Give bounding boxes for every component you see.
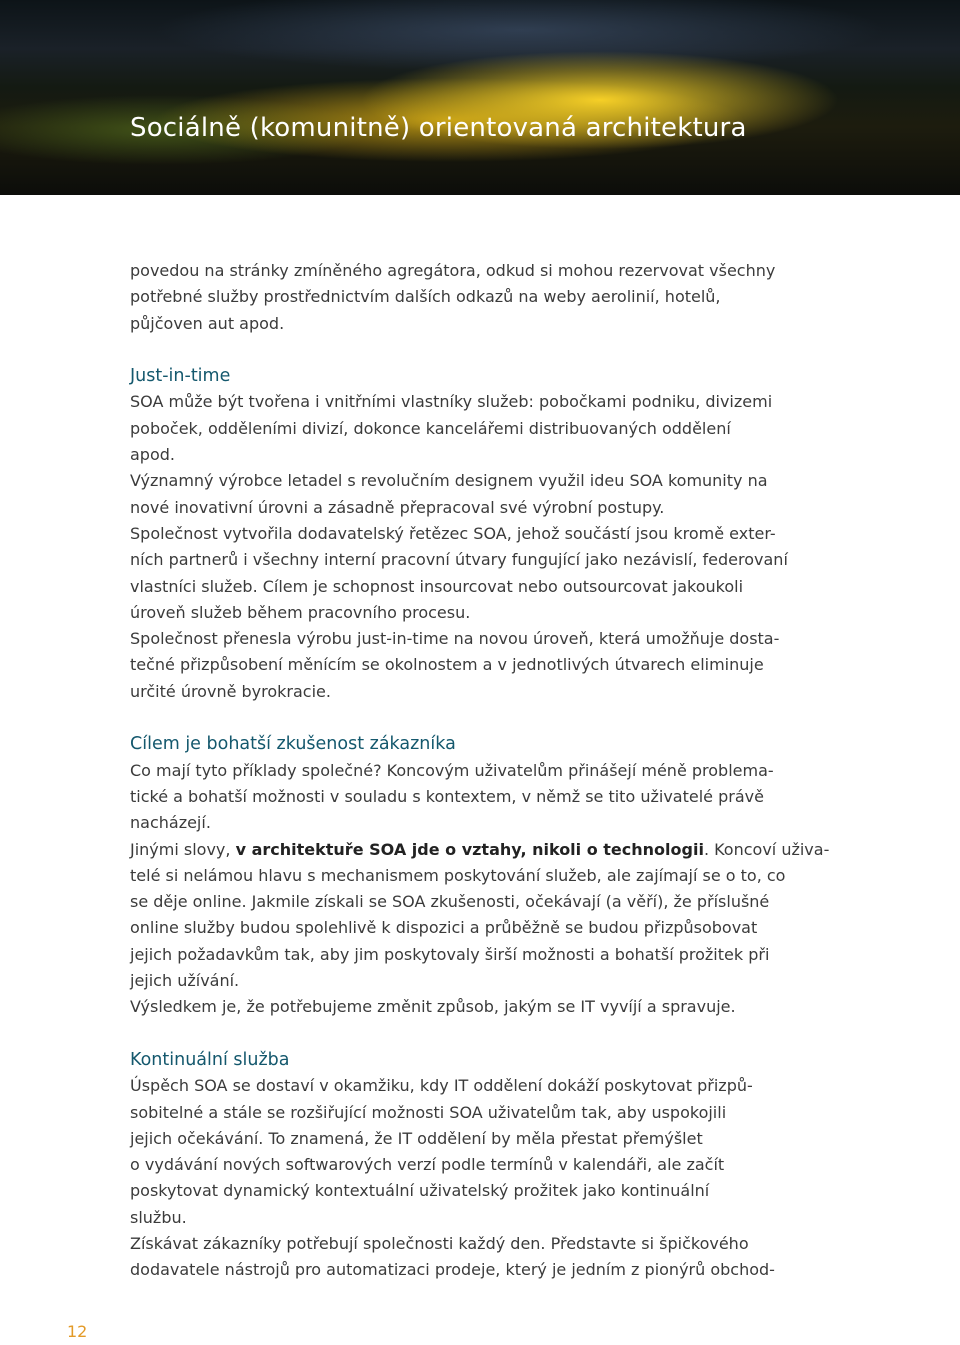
page-title: Sociálně (komunitně) orientovaná architektura [130, 113, 747, 143]
text-line: službu. [130, 1207, 187, 1227]
section-customer-experience [130, 731, 840, 1020]
text-line: ních partnerů i všechny interní pracovní útvary fungující jako nezávislí, federovaní [130, 550, 788, 570]
text-line: potřebné služby prostřednictvím dalších odkazů na weby aerolinií, hotelů, [130, 287, 721, 307]
text-line: tečné přizpůsobení měnícím se okolnostem a v jednotlivých útvarech eliminuje [130, 655, 764, 675]
line-prefix: Jinými slovy, [130, 839, 236, 859]
text-line: nové inovativní úrovni a zásadně přepracoval své výrobní postupy. [130, 497, 665, 517]
section-just-in-time [130, 363, 840, 705]
text-line: jejich užívání. [130, 971, 240, 991]
intro-paragraph [130, 258, 840, 337]
section-continuous-service [130, 1047, 840, 1284]
text-line: jejich požadavkům tak, aby jim poskytovaly širší možnosti a bohatší prožitek při [130, 944, 770, 964]
text-line: úroveň služeb během pracovního procesu. [130, 602, 471, 622]
text-line: jejich očekávání. To znamená, že IT oddělení by měla přestat přemýšlet [130, 1128, 703, 1148]
text-line: vlastníci služeb. Cílem je schopnost insourcovat nebo outsourcovat jakoukoli [130, 576, 744, 596]
text-line: povedou na stránky zmíněného agregátora, odkud si mohou rezervovat všechny [130, 261, 776, 280]
text-line: o vydávání nových softwarových verzí podle termínů v kalendáři, ale začít [130, 1155, 725, 1175]
text-line: apod. [130, 445, 175, 465]
section-heading: Just-in-time [130, 366, 231, 387]
text-line: Společnost vytvořila dodavatelský řetězec SOA, jehož součástí jsou kromě exter- [130, 523, 776, 543]
text-line: online služby budou spolehlivě k dispozici a průběžně se budou přizpůsobovat [130, 918, 758, 938]
text-line: se děje online. Jakmile získali se SOA zkušenosti, očekávají (a věří), že příslušné [130, 892, 770, 912]
line-suffix: . Koncoví uživa- [703, 839, 830, 859]
text-line: nacházejí. [130, 813, 211, 833]
section-heading: Cílem je bohatší zkušenost zákazníka [130, 734, 456, 755]
article-body [130, 258, 840, 1284]
text-line: půjčoven aut apod. [130, 313, 285, 333]
text-line: Společnost přenesla výrobu just-in-time na novou úroveň, která umožňuje dosta- [130, 629, 780, 649]
header-banner [0, 0, 960, 195]
text-line: dodavatele nástrojů pro automatizaci prodeje, který je jedním z pionýrů obchod- [130, 1260, 775, 1280]
section-heading: Kontinuální služba [130, 1049, 290, 1070]
text-line: Co mají tyto příklady společné? Koncovým uživatelům přinášejí méně problema- [130, 760, 774, 780]
text-line: SOA může být tvořena i vnitřními vlastníky služeb: pobočkami podniku, divizemi [130, 392, 773, 412]
text-line: sobitelné a stále se rozšiřující možnosti SOA uživatelům tak, aby uspokojili [130, 1102, 727, 1122]
text-line: telé si nelámou hlavu s mechanismem poskytování služeb, ale zajímají se o to, co [130, 865, 786, 885]
text-line: Výsledkem je, že potřebujeme změnit způsob, jakým se IT vyvíjí a spravuje. [130, 997, 736, 1017]
text-line: poboček, odděleními divizí, dokonce kancelářemi distribuovaných oddělení [130, 418, 731, 438]
text-line [130, 837, 840, 863]
page-number: 12 [67, 1322, 88, 1341]
text-line: poskytovat dynamický kontextuální uživatelský prožitek jako kontinuální [130, 1181, 710, 1201]
text-line: Získávat zákazníky potřebují společnosti každý den. Představte si špičkového [130, 1233, 749, 1253]
text-line: určité úrovně byrokracie. [130, 681, 331, 701]
text-line: Úspěch SOA se dostaví v okamžiku, kdy IT oddělení dokáží poskytovat přizpů- [130, 1076, 753, 1096]
text-line: Významný výrobce letadel s revolučním designem využil ideu SOA komunity na [130, 471, 768, 491]
emphasis-text: v architektuře SOA jde o vztahy, nikoli o technologii [235, 839, 704, 859]
text-line: tické a bohatší možnosti v souladu s kontextem, v němž se tito uživatelé právě [130, 786, 764, 806]
